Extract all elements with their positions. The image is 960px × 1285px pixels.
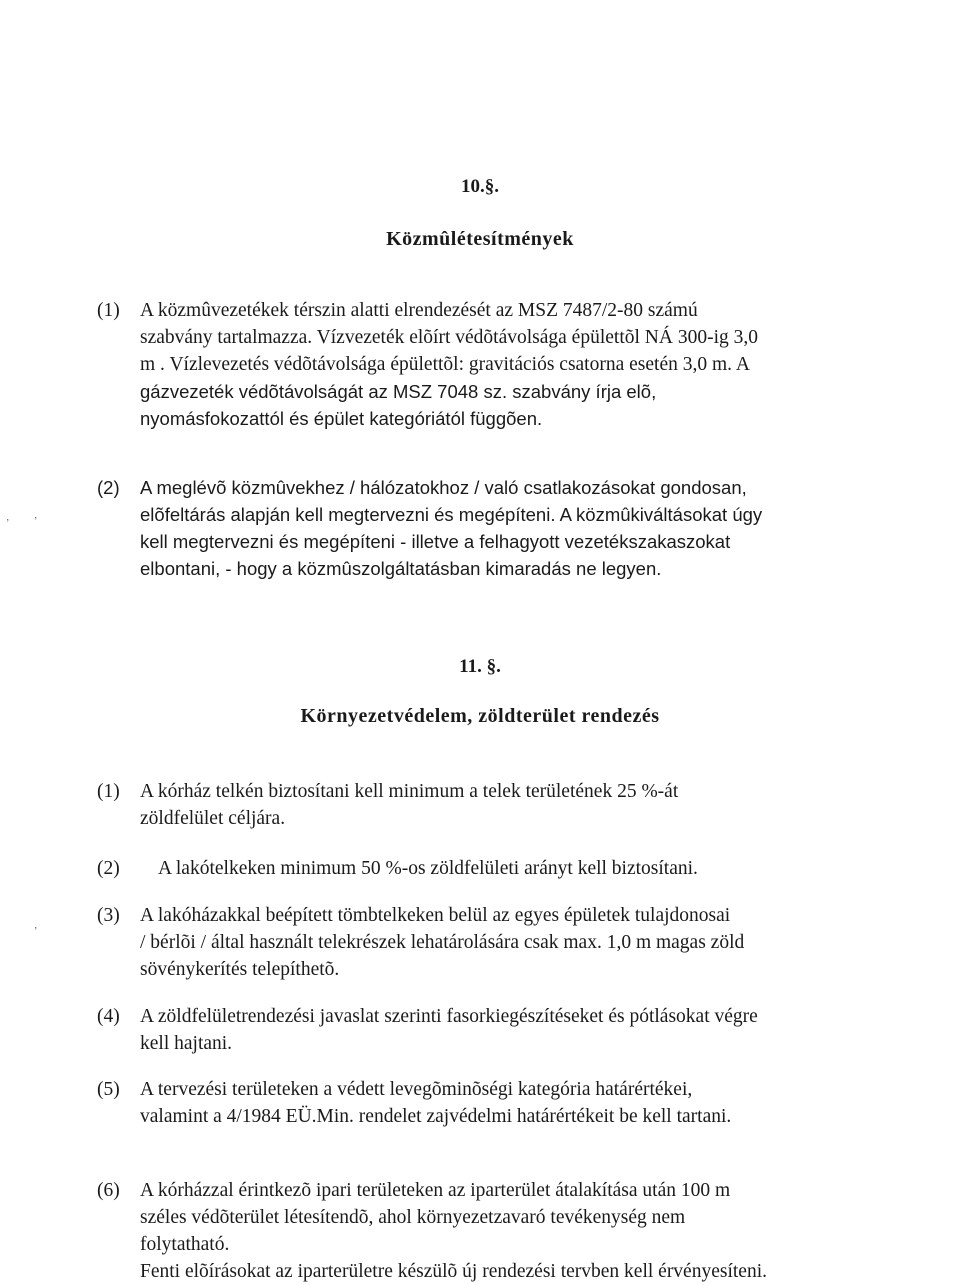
- paragraph-number: (1): [97, 300, 120, 321]
- paragraph-11-4: [97, 1003, 917, 1057]
- paragraph-number: (4): [97, 1006, 120, 1027]
- paragraph-line: A lakótelkeken minimum 50 %-os zöldfelületi arányt kell biztosítani.: [158, 858, 698, 879]
- paragraph-line: valamint a 4/1984 EÜ.Min. rendelet zajvédelmi határértékeit be kell tartani.: [140, 1106, 732, 1127]
- paragraph-line: A meglévõ közmûvekhez / hálózatokhoz / való csatlakozásokat gondosan,: [140, 477, 747, 498]
- paragraph-number: (2): [97, 858, 120, 879]
- section-10-number: 10.§.: [461, 176, 499, 197]
- paragraph-line: zöldfelület céljára.: [140, 808, 286, 829]
- scan-speck: ’: [34, 516, 38, 527]
- scan-speck: ’: [34, 926, 38, 937]
- paragraph-line: A zöldfelületrendezési javaslat szerinti fasorkiegészítéseket és pótlásokat végre: [140, 1006, 758, 1027]
- paragraph-number: (5): [97, 1079, 120, 1100]
- paragraph-line: sövénykerítés telepíthetõ.: [140, 959, 340, 980]
- paragraph-11-6: [97, 1177, 917, 1285]
- paragraph-line: szabvány tartalmazza. Vízvezeték elõírt védõtávolsága épülettõl NÁ 300-ig 3,0: [140, 327, 758, 348]
- paragraph-line: A tervezési területeken a védett levegõminõségi kategória határértékei,: [140, 1079, 693, 1100]
- paragraph-number: (6): [97, 1180, 120, 1201]
- paragraph-10-2: [97, 474, 917, 582]
- paragraph-number: (1): [97, 781, 120, 802]
- paragraph-line: nyomásfokozattól és épület kategóriától függõen.: [140, 408, 543, 429]
- paragraph-line: elbontani, - hogy a közmûszolgáltatásban kimaradás ne legyen.: [140, 558, 662, 579]
- paragraph-line: széles védõterület létesítendõ, ahol környezetzavaró tevékenység nem: [140, 1207, 686, 1228]
- paragraph-number: (3): [97, 905, 120, 926]
- section-11-title: Környezetvédelem, zöldterület rendezés: [300, 705, 660, 727]
- paragraph-line: m . Vízlevezetés védõtávolsága épülettõl: gravitációs csatorna esetén 3,0 m. A: [140, 354, 750, 375]
- section-10-title: Közmûlétesítmények: [386, 228, 574, 250]
- paragraph-line: A kórházzal érintkezõ ipari területeken az iparterület átalakítása után 100 m: [140, 1180, 731, 1201]
- paragraph-line: Fenti elõírásokat az iparterületre készülõ új rendezési tervben kell érvényesíteni.: [140, 1261, 767, 1282]
- paragraph-11-3: [97, 902, 917, 983]
- scan-speck: ’: [6, 518, 10, 529]
- paragraph-number: (2): [97, 477, 120, 498]
- paragraph-11-1: [97, 778, 917, 832]
- paragraph-11-2: [97, 855, 917, 882]
- paragraph-line: kell megtervezni és megépíteni - illetve a felhagyott vezetékszakaszokat: [140, 531, 731, 552]
- paragraph-line: kell hajtani.: [140, 1033, 233, 1054]
- section-11-number: 11. §.: [459, 656, 501, 677]
- paragraph-11-5: [97, 1076, 917, 1130]
- paragraph-10-1: [97, 297, 917, 432]
- paragraph-line: A lakóházakkal beépített tömbtelkeken belül az egyes épületek tulajdonosai: [140, 905, 731, 926]
- paragraph-line: A kórház telkén biztosítani kell minimum a telek területének 25 %-át: [140, 781, 679, 802]
- paragraph-line: A közmûvezetékek térszin alatti elrendezését az MSZ 7487/2-80 számú: [140, 300, 698, 321]
- paragraph-line: elõfeltárás alapján kell megtervezni és megépíteni. A közmûkiváltásokat úgy: [140, 504, 763, 525]
- paragraph-line: gázvezeték védõtávolságát az MSZ 7048 sz. szabvány írja elõ,: [140, 381, 657, 402]
- paragraph-line: folytatható.: [140, 1234, 230, 1255]
- paragraph-line: / bérlõi / által használt telekrészek lehatárolására csak max. 1,0 m magas zöld: [140, 932, 745, 953]
